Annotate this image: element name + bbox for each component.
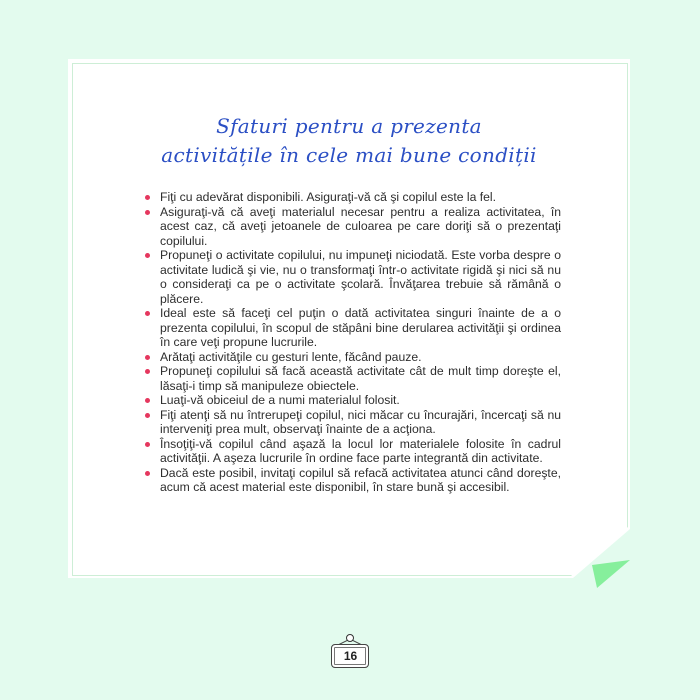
tip-text: Fiţi atenţi să nu întrerupeţi copilul, nici măcar cu încurajări, încercaţi să nu interveniţi prea mult, observaţi înainte de a acţiona. bbox=[160, 407, 561, 436]
tip-text: Dacă este posibil, invitaţi copilul să refacă activitatea atunci când doreşte, acum că acest material este disponibil, în stare bună şi accesibil. bbox=[160, 465, 561, 494]
bullet-icon bbox=[145, 195, 150, 200]
title-line-1: Sfaturi pentru a prezenta bbox=[216, 114, 482, 138]
tip-item bbox=[143, 466, 561, 495]
tips-list bbox=[143, 190, 561, 495]
bullet-icon bbox=[145, 442, 150, 447]
page-corner-fold-icon bbox=[592, 560, 630, 588]
bullet-icon bbox=[145, 471, 150, 476]
tip-item bbox=[143, 350, 561, 365]
bullet-icon bbox=[145, 369, 150, 374]
tip-text: Ideal este să faceţi cel puţin o dată activitatea singuri înainte de a o prezenta copilului, în scopul de stăpâni bine derularea activităţii şi ordinea în care veţi propune lucrurile. bbox=[160, 306, 561, 349]
tip-item bbox=[143, 248, 561, 306]
tip-item bbox=[143, 205, 561, 249]
title-line-2: activitățile în cele mai bune condiții bbox=[161, 143, 537, 167]
bullet-icon bbox=[145, 253, 150, 258]
bullet-icon bbox=[145, 311, 150, 316]
page-number: 16 bbox=[343, 649, 358, 663]
tip-item bbox=[143, 408, 561, 437]
tip-text: Însoţiţi-vă copilul când aşază la locul lor materialele folosite în cadrul activităţii. A aşeza lucrurile în ordine face parte integrantă din activitate. bbox=[160, 436, 561, 465]
tip-text: Arătaţi activităţile cu gesturi lente, făcând pauze. bbox=[160, 349, 422, 364]
tip-item bbox=[143, 364, 561, 393]
tip-text: Luaţi-vă obiceiul de a numi materialul folosit. bbox=[160, 393, 400, 407]
tip-text: Asiguraţi-vă că aveţi materialul necesar pentru a realiza activitatea, în acest caz, că aveţi jetoanele de culoarea pe care doriţi să o prezentaţi copilului. bbox=[160, 204, 561, 248]
bullet-icon bbox=[145, 355, 150, 360]
tip-item bbox=[143, 437, 561, 466]
bullet-icon bbox=[145, 413, 150, 418]
tip-item bbox=[143, 393, 561, 408]
bullet-icon bbox=[145, 210, 150, 215]
page-number-badge bbox=[331, 634, 369, 668]
hook-icon bbox=[346, 634, 354, 642]
tip-text: Propuneţi o activitate copilului, nu impuneţi niciodată. Este vorba despre o activitate ludică şi vie, nu o transformaţi într-o activitate rigidă şi nici să nu o consideraţi ca pe o activitate şcolară. Învăţarea trebuie să rămână o plăcere. bbox=[160, 248, 561, 306]
tip-text: Fiţi cu adevărat disponibili. Asiguraţi-vă că şi copilul este la fel. bbox=[160, 190, 496, 204]
page-title bbox=[68, 112, 630, 170]
bullet-icon bbox=[145, 398, 150, 403]
tip-text: Propuneţi copilului să facă această activitate cât de mult timp doreşte el, lăsaţi-i timp să manipuleze obiectele. bbox=[160, 364, 561, 393]
tip-item bbox=[143, 190, 561, 205]
tip-item bbox=[143, 306, 561, 350]
